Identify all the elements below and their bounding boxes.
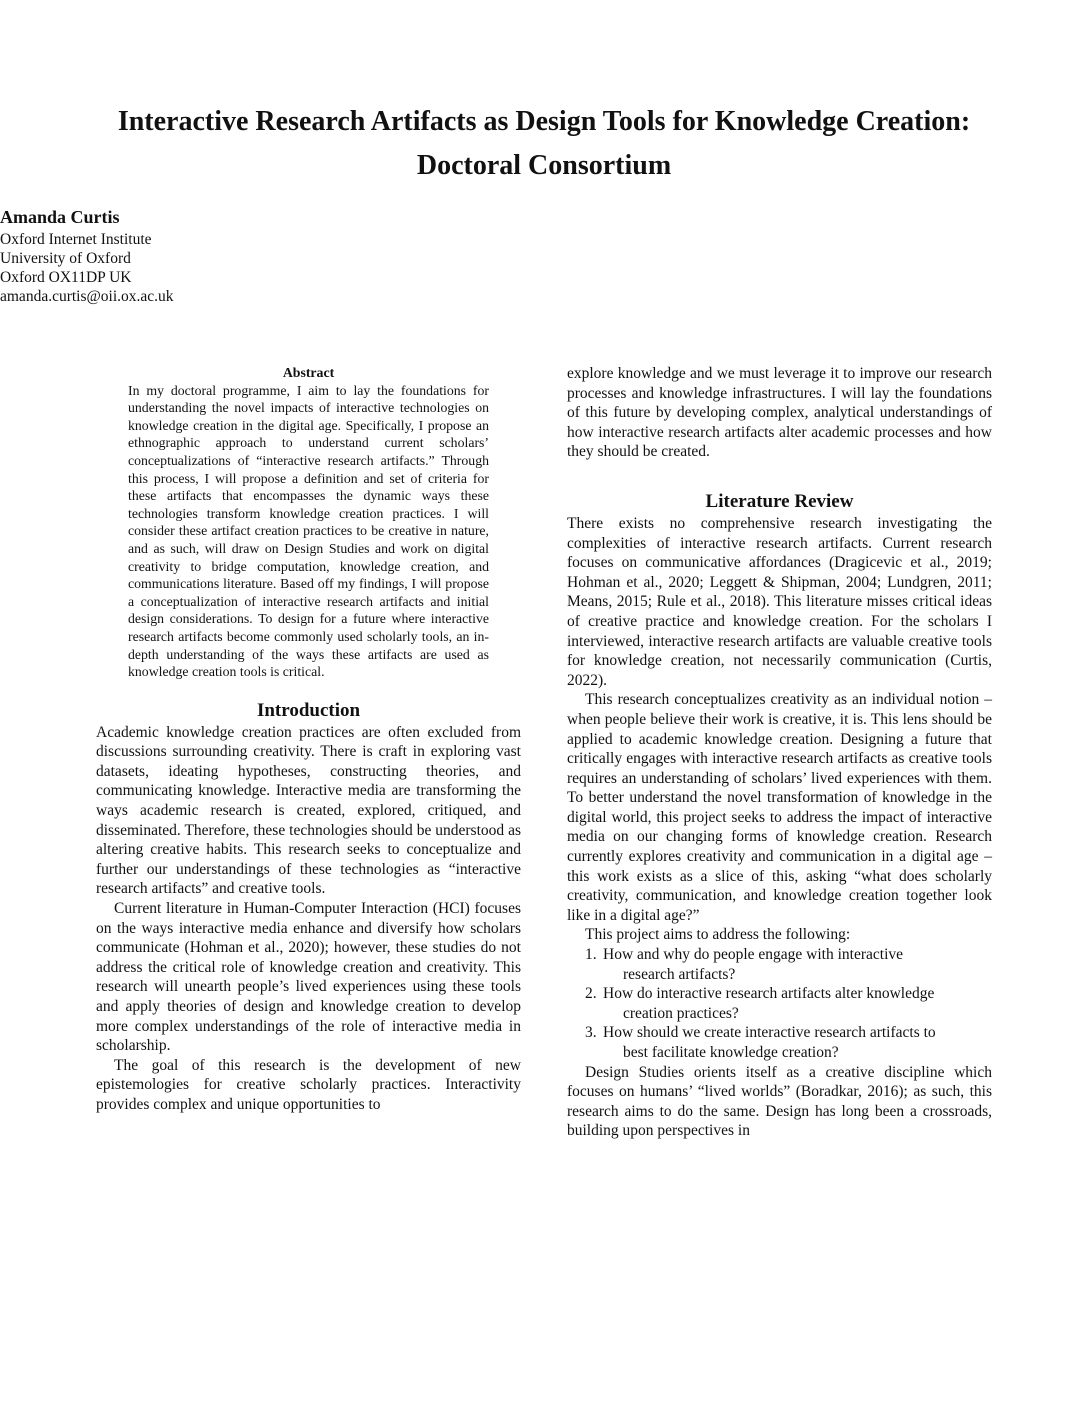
research-question	[585, 984, 992, 1023]
research-question-line-1: How and why do people engage with interactive	[603, 946, 904, 964]
title-line-2: Doctoral Consortium	[416, 150, 672, 181]
left-column	[96, 364, 521, 1115]
research-question-line-1: How should we create interactive research artifacts to	[603, 1024, 936, 1042]
literature-review-heading: Literature Review	[705, 490, 854, 512]
literature-review-paragraph-4: Design Studies orients itself as a creative discipline which focuses on humans’ “lived worlds” (Boradkar, 2016); as such, this research aims to do the same. Design has long been a crossroads, building upon perspectives in	[567, 1063, 992, 1140]
research-questions-list	[567, 945, 992, 1063]
title-line-1: Interactive Research Artifacts as Design Tools for Knowledge Creation:	[117, 106, 971, 137]
author-name: Amanda Curtis	[0, 207, 120, 227]
introduction-paragraph-3-continued: explore knowledge and we must leverage it to improve our research processes and knowledge infrastructures. I will lay the foundations of this future by developing complex, analytical understandings of how interactive research artifacts alter academic processes and how they should be created.	[567, 365, 992, 461]
literature-review-section	[567, 490, 992, 1141]
introduction-paragraph-2: Current literature in Human-Computer Interaction (HCI) focuses on the ways interactive media enhance and diversify how scholars communicate (Hohman et al., 2020); however, these studies do not address the critical role of knowledge creation and creativity. This research will unearth people’s lived experiences using these tools and apply theories of design and knowledge creation to develop more complex understandings of the role of interactive media in scholarship.	[96, 900, 521, 1055]
author-affiliation-3: Oxford OX11DP UK	[0, 269, 132, 286]
author-affiliation-1: Oxford Internet Institute	[0, 231, 152, 248]
research-question-line-2: best facilitate knowledge creation?	[623, 1044, 839, 1061]
introduction-paragraph-3: The goal of this research is the development of new epistemologies for creative scholarly practices. Interactivity provides complex and unique opportunities to	[96, 1056, 521, 1113]
introduction-paragraph-1: Academic knowledge creation practices are often excluded from discussions surrounding creativity. There is craft in exploring vast datasets, ideating hypotheses, constructing theories, and communicating knowledge. Interactive media are transforming the ways academic research is created, explored, critiqued, and disseminated. Therefore, these technologies should be understood as altering creative habits. This research seeks to conceptualize and further our understandings of these technologies as “interactive research artifacts” and creative tools.	[96, 723, 521, 898]
literature-review-paragraph-1: There exists no comprehensive research investigating the complexities of interactive research artifacts. Current research focuses on communicative affordances (Dragicevic et al., 2019; Hohman et al., 2020; Leggett & Shipman, 2004; Lundgren, 2011; Means, 2015; Rule et al., 2018). This literature misses critical ideas of creative practice and knowledge creation. For the scholars I interviewed, interactive research artifacts are valuable creative tools for knowledge creation, not necessarily communication (Curtis, 2022).	[567, 514, 992, 689]
research-question-line-2: creation practices?	[623, 1004, 739, 1022]
literature-review-paragraph-2: This research conceptualizes creativity as an individual notion – when people believe their work is creative, it is. This lens should be applied to academic knowledge creation. Designing a future that critically engages with interactive research artifacts as creative tools requires an understanding of scholars’ lived experiences with them. To better understand the novel transformation of knowledge in the digital world, this project seeks to address the impact of interactive media on our changing forms of knowledge creation. Research currently explores creativity and communication in a digital age – this work exists as a slice of this, asking “what does scholarly creativity, communication, and knowledge creation together look like in a digital age?”	[567, 691, 992, 924]
right-column	[567, 364, 992, 1141]
research-question	[585, 945, 992, 984]
research-question-number: 1.	[585, 946, 597, 964]
literature-review-paragraph-3: This project aims to address the following:	[585, 926, 851, 944]
abstract-text: In my doctoral programme, I aim to lay the foundations for understanding the novel impacts of interactive technologies on knowledge creation in the digital age. Specifically, I propose an ethnographic approach to understand current scholars’ conceptualizations of “interactive research artifacts.” Through this process, I will propose a definition and set of criteria for these artifacts that encompasses the dynamic ways these technologies transform knowledge creation practices. I will consider these artifact creation practices to be creative in nature, and as such, will draw on Design Studies and work on digital creativity to bridge computation, knowledge creation, and communications literature. Based off my findings, I will propose a conceptualization of interactive research artifacts and initial design considerations. To design for a future where interactive research artifacts become commonly used scholarly tools, an in-depth understanding of the ways these artifacts are used as knowledge creation tools is critical.	[128, 382, 489, 680]
author-block	[0, 204, 1088, 306]
research-question-number: 3.	[585, 1024, 597, 1042]
introduction-heading: Introduction	[256, 699, 361, 721]
paper-title	[60, 100, 1028, 188]
abstract-section	[96, 364, 521, 681]
author-email: amanda.curtis@oii.ox.ac.uk	[0, 288, 174, 305]
research-question-line-1: How do interactive research artifacts alter knowledge	[603, 985, 935, 1003]
research-question	[585, 1023, 992, 1062]
research-question-number: 2.	[585, 985, 597, 1003]
research-question-line-2: research artifacts?	[623, 965, 736, 983]
abstract-heading: Abstract	[282, 365, 335, 380]
introduction-section	[96, 699, 521, 1115]
author-affiliation-2: University of Oxford	[0, 250, 131, 267]
